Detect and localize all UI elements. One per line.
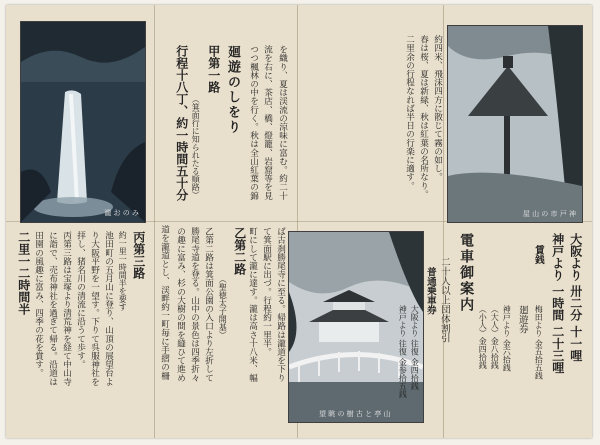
- kobe-fare: 神戸より 一時間 二十三哩: [550, 233, 565, 374]
- ticket-row: 神戸より 往復 金参拾五銭: [398, 305, 408, 399]
- brochure-sheet: [6, 5, 592, 438]
- body-line: 丙第三路は宝塚より清荒神を経て中山寺: [61, 231, 72, 386]
- coupon-label: 廻遊券: [516, 305, 528, 334]
- fare-label: 賃銭: [532, 245, 544, 264]
- body-line: 勝尾寺道を登る。山中の景色は四季折々: [189, 227, 200, 382]
- body-line: 約四米、飛沫四方に散じて霧の如し。: [432, 35, 443, 182]
- left-body-text: [247, 45, 260, 215]
- body-line: 町にして瀧に達す。瀧は高さ十八米、幅: [247, 227, 258, 382]
- body-line: 二里余の行程なれば半日の行楽に適す。: [404, 35, 415, 190]
- left-body-text: [260, 227, 273, 427]
- right-body-text: [403, 35, 416, 215]
- body-line: て箕面駅に出づ。行程約一里半。: [261, 227, 272, 356]
- left-body-text: [174, 227, 187, 427]
- body-line: り大阪平野を一望す。下りて呉服神社を: [89, 231, 100, 386]
- discount-note: 二十人以上団体割引: [438, 257, 450, 343]
- body-line: 道を瀧道とし、渓畔約一町毎に手摺の柵: [159, 225, 170, 380]
- route1-time: 行程十八丁、約一時間五十分: [174, 45, 189, 201]
- right-body-text: [431, 35, 444, 215]
- brochure-title: 電車御案内: [458, 233, 475, 313]
- body-line: の趣に富み、杉の大樹の間を縫ひて進め: [175, 227, 186, 382]
- body-line: 春は桜、夏は新緑、秋は紅葉の名所なり。: [418, 35, 429, 199]
- middle-body-text: [74, 231, 87, 427]
- photo-caption: 瀧 お の み: [104, 209, 139, 217]
- body-line: ば古刹勝尾寺に至る。帰路は瀧道を下り: [275, 227, 286, 382]
- left-body-text: [276, 45, 289, 215]
- body-line: 拝し、猪名川の清流に沿うて歩す。: [75, 231, 86, 369]
- photo-caption: 屋 山 の 市 戸 神: [522, 210, 576, 218]
- left-body-text: [274, 227, 287, 427]
- route2-note: （聖徳太子開基）: [218, 275, 228, 339]
- fare-row: （大人）金八拾銭: [490, 305, 500, 369]
- middle-body-text: [46, 231, 59, 427]
- route-duration-label: 二里一二時間半: [16, 231, 31, 315]
- photo-caption: 望 眺 の 樹 古 と 亭 山: [319, 410, 391, 418]
- left-body-text: [188, 227, 201, 427]
- middle-body-text: [102, 231, 115, 427]
- route2-label: 乙第二路: [232, 227, 247, 275]
- fare-row: 梅田より 金五拾五銭: [534, 305, 544, 380]
- left-body-text: [202, 227, 215, 427]
- body-line: 流を右に、茶店、橋、燈籠、岩窟等を見: [262, 45, 273, 200]
- left-body-text: [261, 45, 274, 215]
- route1-note: （箕面行に知られたる順路）: [191, 95, 201, 199]
- route3-label: 丙第三路: [131, 231, 146, 279]
- body-line: 乙第二路は箕面公園の入口より左折して: [203, 227, 214, 382]
- body-line: 池田町の五月山に登り、山頂の展望台よ: [103, 231, 114, 386]
- right-body-text: [417, 35, 430, 215]
- middle-body-text: [88, 231, 101, 427]
- left-body-text: [246, 227, 259, 427]
- body-line: 田園の風趣に富み、四季の花を賞す。: [33, 231, 44, 378]
- middle-body-text: [60, 231, 73, 427]
- body-line: を織り、夏は渓流の涼味に富む。約二十: [277, 45, 288, 200]
- ticket-label: 普通乗車券: [424, 267, 436, 315]
- body-line: つつ楓林の中を行く。秋は全山紅葉の錦: [248, 45, 259, 200]
- route3-time: 約一里一時間半を要す: [118, 231, 128, 311]
- osaka-fare: 大阪より 卅二分 十一哩: [568, 233, 583, 362]
- waterfall-photo: [20, 21, 146, 223]
- middle-body-text: [32, 231, 45, 427]
- body-line: に詣で、売布神社を過ぎて帰る。沿道は: [47, 231, 58, 386]
- fare-row: （小人）金四拾銭: [478, 305, 488, 369]
- ticket-row: 大阪より 往復 金四拾銭: [410, 305, 420, 391]
- fare-row: 神戸より 金六拾銭: [502, 305, 512, 372]
- section-heading: 廻遊のしをり: [224, 45, 240, 135]
- gazebo-image: [448, 26, 582, 222]
- route1-label: 甲第一路: [206, 45, 221, 93]
- waterfall-image: [21, 22, 145, 222]
- gazebo-photo: [447, 25, 583, 223]
- left-body-text: [158, 225, 171, 425]
